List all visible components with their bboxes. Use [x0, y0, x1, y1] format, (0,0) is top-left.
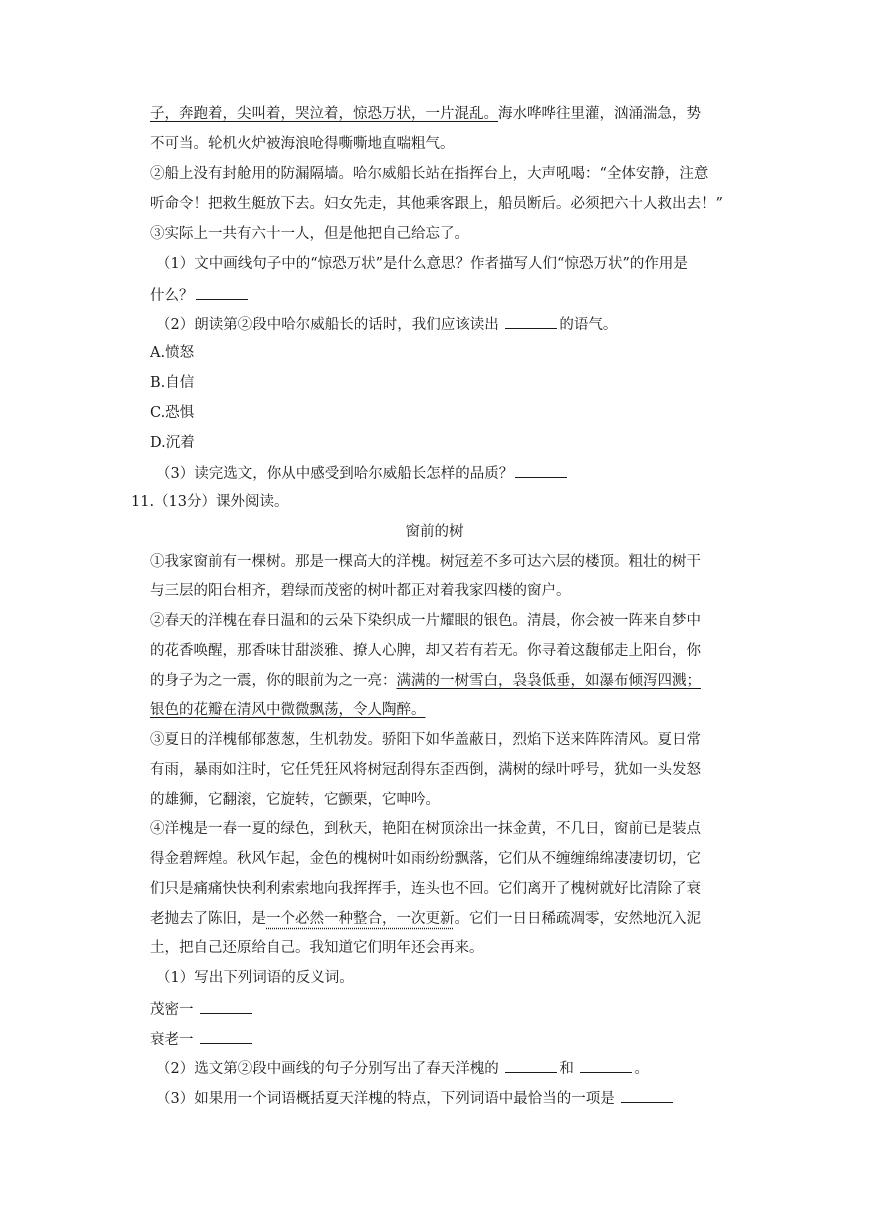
p4-line-2: 得金碧辉煌。秋风乍起，金色的槐树叶如雨纷纷飘落，它们从不缠缠绵绵凄凄切切，它: [150, 851, 701, 867]
answer-blank[interactable]: [200, 998, 252, 1014]
p2-line-2: 的花香唤醒，那香味甘甜淡雅、撩人心脾，却又若有若无。你寻着这馥郁走上阳台，你: [150, 643, 701, 659]
p2-line-3: 的身子为之一震，你的眼前为之一亮：满满的一树雪白，袅袅低垂，如瀑布倾泻四溅；: [150, 673, 701, 689]
passage1-paragraph-3: ③实际上一共有六十一人，但是他把自己给忘了。: [150, 226, 469, 242]
q10-3: （3）读完选文，你从中感受到哈尔威船长怎样的品质？: [156, 462, 569, 484]
option-c: C.恐惧: [150, 405, 195, 421]
option-b: B.自信: [150, 375, 195, 391]
underlined-sentence: 银色的花瓣在清风中微微飘荡，令人陶醉。: [150, 702, 426, 718]
option-a: A.愤怒: [150, 345, 195, 361]
p4-line-5: 土，把自己还原给自己。我知道它们明年还会再来。: [150, 940, 484, 956]
p4-line-3: 们只是痛痛快快利利索索地向我挥挥手，连头也不回。它们离开了槐树就好比清除了衰: [150, 881, 701, 897]
p3-line-2: 有雨，暴雨如注时，它任凭狂风将树冠刮得东歪西倒，满树的绿叶呼号，犹如一头发怒: [150, 762, 701, 778]
p4-line-4: 老抛去了陈旧，是一个必然一种整合，一次更新。它们一日日稀疏凋零，安然地沉入泥: [150, 911, 701, 927]
passage1-line-2: 不可当。轮机火炉被海浪呛得嘶嘶地直喘粗气。: [150, 136, 455, 152]
p3-line-3: 的雄狮，它翻滚，它旋转，它颤栗，它呻吟。: [150, 792, 440, 808]
q10-2: （2）朗读第②段中哈尔威船长的话时，我们应该读出 的语气。: [156, 313, 617, 335]
q10-1-line-1: （1）文中画线句子中的“惊恐万状”是什么意思？作者描写人们“惊恐万状”的作用是: [156, 256, 688, 272]
answer-blank[interactable]: [505, 1057, 557, 1073]
answer-blank[interactable]: [200, 1028, 252, 1044]
question-11-header: 11.（13分）课外阅读。: [131, 494, 289, 510]
antonym-item-1: 茂密一: [150, 998, 254, 1020]
answer-blank[interactable]: [505, 313, 557, 329]
dotted-emphasis: 一个必然一种整合，一次更新: [266, 911, 455, 927]
passage1-line-1: 子，奔跑着，尖叫着，哭泣着，惊恐万状，一片混乱。海水哗哗往里灌，汹涌湍急，势: [150, 106, 701, 122]
antonym-item-2: 衰老一: [150, 1028, 254, 1050]
q11-1: （1）写出下列词语的反义词。: [156, 970, 354, 986]
answer-blank[interactable]: [580, 1057, 632, 1073]
answer-blank[interactable]: [196, 284, 248, 300]
p3-line-1: ③夏日的洋槐郁郁葱葱，生机勃发。骄阳下如华盖蔽日，烈焰下送来阵阵清风。夏日常: [150, 732, 701, 748]
underlined-sentence: 满满的一树雪白，袅袅低垂，如瀑布倾泻四溅；: [396, 673, 701, 689]
answer-blank[interactable]: [515, 462, 567, 478]
q11-2: （2）选文第②段中画线的句子分别写出了春天洋槐的 和 。: [156, 1057, 649, 1079]
p1-line-2: 与三层的阳台相齐，碧绿而茂密的树叶都正对着我家四楼的窗户。: [150, 583, 571, 599]
answer-blank[interactable]: [621, 1087, 673, 1103]
p4-line-1: ④洋槐是一春一夏的绿色，到秋天，艳阳在树顶涂出一抹金黄，不几日，窗前已是装点: [150, 821, 701, 837]
q10-1-line-2: 什么？: [150, 284, 250, 306]
p1-line-1: ①我家窗前有一棵树。那是一棵高大的洋槐。树冠差不多可达六层的楼顶。粗壮的树干: [150, 554, 701, 570]
passage1-paragraph-2-line-1: ②船上没有封舱用的防漏隔墙。哈尔威船长站在指挥台上，大声吼喝：“全体安静，注意: [150, 166, 709, 182]
passage-title: 窗前的树: [405, 524, 464, 540]
passage1-paragraph-2-line-2: 听命令！把救生艇放下去。妇女先走，其他乘客跟上，船员断后。必须把六十人救出去！”: [150, 196, 723, 212]
option-d: D.沉着: [150, 435, 195, 451]
p2-line-1: ②春天的洋槐在春日温和的云朵下染织成一片耀眼的银色。清晨，你会被一阵来自梦中: [150, 613, 701, 629]
underlined-sentence: 子，奔跑着，尖叫着，哭泣着，惊恐万状，一片混乱。: [150, 106, 498, 122]
q11-3: （3）如果用一个词语概括夏天洋槐的特点，下列词语中最恰当的一项是: [156, 1087, 675, 1109]
p2-line-4: [150, 700, 426, 720]
